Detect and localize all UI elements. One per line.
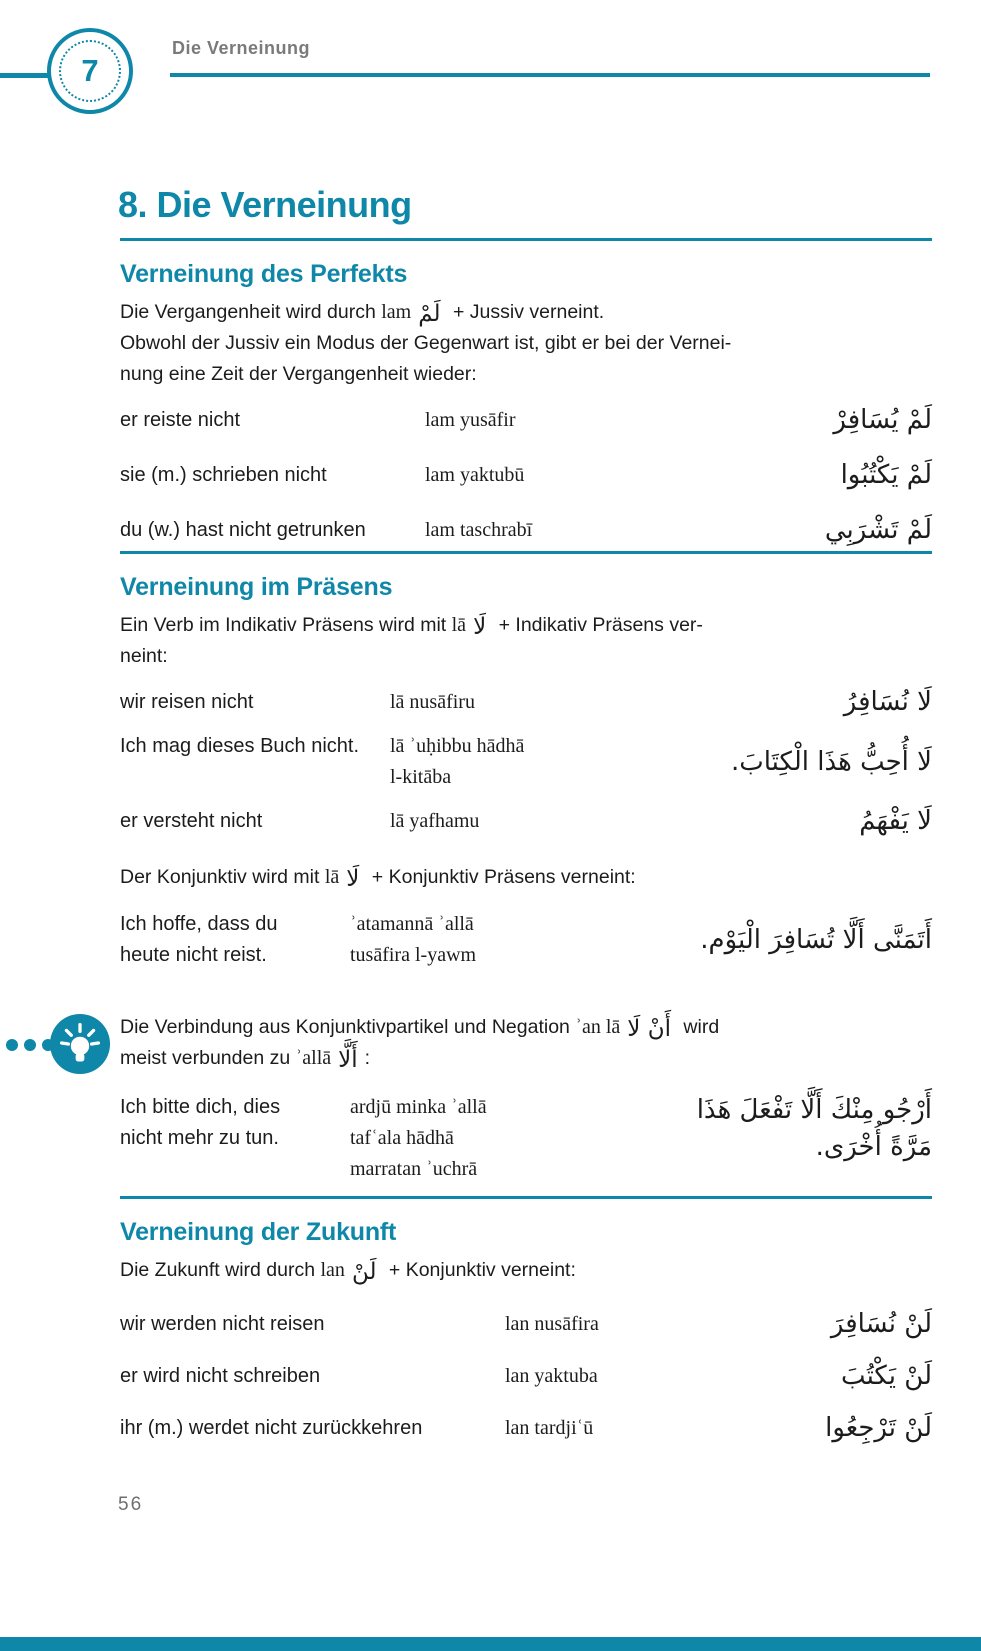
intro-text: + Indikativ Präsens ver- xyxy=(493,614,703,636)
intro-line xyxy=(120,610,932,641)
translit-cell xyxy=(390,731,650,793)
german-cell: Ich mag dieses Buch nicht. xyxy=(120,735,360,757)
translit-line: ardjū minka ʾallā xyxy=(350,1096,487,1118)
german-cell xyxy=(120,909,350,971)
section-praesens xyxy=(120,551,932,971)
example-rows xyxy=(120,402,932,549)
grammar-term: lā xyxy=(324,866,340,888)
example-row xyxy=(120,1092,932,1185)
german-line: Ich bitte dich, dies xyxy=(120,1096,281,1118)
example-row xyxy=(120,1410,932,1447)
top-left-bar xyxy=(0,73,48,78)
section-heading: Verneinung des Perfekts xyxy=(120,260,408,288)
section-rule xyxy=(120,1196,932,1199)
tip-text: meist verbunden zu xyxy=(120,1047,296,1069)
example-row xyxy=(120,1306,932,1343)
intro-paragraph xyxy=(120,297,932,390)
german-cell: du (w.) hast nicht getrunken xyxy=(120,519,366,541)
translit-cell: lā nusāfiru xyxy=(390,691,475,713)
section-zukunft xyxy=(120,1196,932,1447)
intro-text: Die Vergangenheit wird durch xyxy=(120,301,382,323)
tip-dots xyxy=(6,1039,54,1051)
translit-cell: lan yaktuba xyxy=(505,1365,598,1387)
translit-line: tafʿala hādhā xyxy=(350,1127,454,1149)
grammar-term: ʾan lā xyxy=(575,1016,621,1038)
arabic-inline: لَا xyxy=(473,614,487,640)
intro-paragraph xyxy=(120,1255,932,1286)
section-tip xyxy=(120,1012,932,1185)
example-rows xyxy=(120,1092,932,1185)
translit-cell: lā yafhamu xyxy=(390,810,480,832)
translit-line: ʾatamannā ʾallā xyxy=(350,913,474,935)
translit-cell xyxy=(350,909,625,971)
footer-bar xyxy=(0,1637,981,1651)
example-row xyxy=(120,1358,932,1395)
example-rows xyxy=(120,684,932,840)
arabic-line: أَرْجُو مِنْكَ أَلَّا تَفْعَلَ هَذَا xyxy=(696,1095,932,1125)
translit-line: l-kitāba xyxy=(390,766,452,788)
translit-line: tusāfira l-yawm xyxy=(350,944,477,966)
arabic-inline: أَلَّا xyxy=(338,1047,358,1073)
translit-line: marratan ʾuchrā xyxy=(350,1158,478,1180)
section-rule xyxy=(120,551,932,554)
tip-text: wird xyxy=(678,1016,720,1038)
tip-line xyxy=(120,1043,932,1074)
dot xyxy=(6,1039,18,1051)
chapter-badge-dotted-ring xyxy=(59,40,121,102)
chapter-number: 7 xyxy=(81,53,99,88)
intro-text: + Jussiv verneint. xyxy=(447,301,605,323)
intro-line xyxy=(120,862,932,893)
section-rule xyxy=(120,238,932,241)
german-line: Ich hoffe, dass du xyxy=(120,913,278,935)
translit-cell xyxy=(350,1092,625,1185)
example-row xyxy=(120,731,932,793)
arabic-inline: لَنْ xyxy=(351,1259,377,1285)
translit-cell: lam yusāfir xyxy=(425,409,516,431)
page-number: 56 xyxy=(118,1494,144,1515)
page-title: 8. Die Verneinung xyxy=(118,184,412,226)
intro-line: Obwohl der Jussiv ein Modus der Gegenwart ist, gibt er bei der Vernei- xyxy=(120,332,732,354)
section-heading: Verneinung im Präsens xyxy=(120,573,393,601)
tip-text: : xyxy=(364,1047,371,1069)
example-row xyxy=(120,402,932,439)
arabic-line: مَرَّةً أُخْرَى. xyxy=(815,1132,932,1162)
intro-text: Der Konjunktiv wird mit xyxy=(120,866,325,888)
example-rows xyxy=(120,1306,932,1447)
arabic-cell xyxy=(625,1092,932,1166)
header-rule xyxy=(170,73,930,77)
grammar-term: lan xyxy=(320,1259,345,1281)
example-row xyxy=(120,457,932,494)
grammar-term: lā xyxy=(451,614,467,636)
translit-cell: lam yaktubū xyxy=(425,464,525,486)
example-rows xyxy=(120,909,932,971)
intro-line: neint: xyxy=(120,645,168,667)
example-row xyxy=(120,512,932,549)
arabic-inline: لَا xyxy=(346,866,360,892)
arabic-cell: لَمْ يُسَافِرْ xyxy=(833,405,932,435)
intro-text: + Konjunktiv Präsens verneint: xyxy=(366,866,636,888)
intro-line xyxy=(120,1255,932,1286)
translit-cell: lam taschrabī xyxy=(425,519,533,541)
intro-text: Ein Verb im Indikativ Präsens wird mit xyxy=(120,614,452,636)
running-header: Die Verneinung xyxy=(172,38,311,58)
section-heading: Verneinung der Zukunft xyxy=(120,1218,397,1246)
intro-text: Die Zukunft wird durch xyxy=(120,1259,321,1281)
german-cell: wir reisen nicht xyxy=(120,691,254,713)
translit-line: lā ʾuḥibbu hādhā xyxy=(390,735,525,757)
arabic-cell: لَنْ نُسَافِرَ xyxy=(830,1309,932,1339)
tip-text: Die Verbindung aus Konjunktivpartikel und Negation xyxy=(120,1016,576,1038)
arabic-cell: لَا أُحِبُّ هَذَا الْكِتَابَ. xyxy=(730,746,932,777)
grammar-term: ʾallā xyxy=(295,1047,332,1069)
translit-cell: lan nusāfira xyxy=(505,1313,599,1335)
arabic-cell: لَا يَفْهَمُ xyxy=(859,806,932,836)
german-cell: er wird nicht schreiben xyxy=(120,1365,321,1387)
german-cell xyxy=(120,1092,350,1154)
example-row xyxy=(120,909,932,971)
german-cell: er versteht nicht xyxy=(120,810,263,832)
german-cell: sie (m.) schrieben nicht xyxy=(120,464,327,486)
arabic-inline: لَمْ xyxy=(418,301,441,327)
german-cell: ihr (m.) werdet nicht zurückkehren xyxy=(120,1417,423,1439)
lightbulb-icon xyxy=(49,1013,111,1075)
tip-line xyxy=(120,1012,932,1043)
dot xyxy=(24,1039,36,1051)
german-line: heute nicht reist. xyxy=(120,944,267,966)
section-perfekt xyxy=(120,238,932,549)
example-row xyxy=(120,803,932,840)
example-row xyxy=(120,684,932,721)
arabic-cell: لَمْ يَكْتُبُوا xyxy=(840,460,932,490)
konjunktiv-paragraph xyxy=(120,862,932,893)
arabic-inline: أَنْ لَا xyxy=(627,1016,672,1042)
intro-text: + Konjunktiv verneint: xyxy=(383,1259,576,1281)
arabic-cell: أَتَمَنَّى أَلَّا تُسَافِرَ الْيَوْم. xyxy=(700,924,932,955)
arabic-cell: لَمْ تَشْرَبِي xyxy=(824,515,932,545)
arabic-cell: لَنْ تَرْجِعُوا xyxy=(825,1413,932,1443)
german-cell: er reiste nicht xyxy=(120,409,241,431)
grammar-term: lam xyxy=(381,301,412,323)
intro-line: nung eine Zeit der Vergangenheit wieder: xyxy=(120,363,477,385)
translit-cell: lan tardjiʿū xyxy=(505,1417,594,1439)
arabic-cell: لَنْ يَكْتُبَ xyxy=(841,1361,932,1391)
intro-line xyxy=(120,297,932,328)
german-cell: wir werden nicht reisen xyxy=(120,1313,325,1335)
german-line: nicht mehr zu tun. xyxy=(120,1127,279,1149)
arabic-cell: لَا نُسَافِرُ xyxy=(843,687,932,717)
tip-paragraph xyxy=(120,1012,932,1074)
intro-paragraph xyxy=(120,610,932,672)
chapter-badge xyxy=(47,28,133,114)
